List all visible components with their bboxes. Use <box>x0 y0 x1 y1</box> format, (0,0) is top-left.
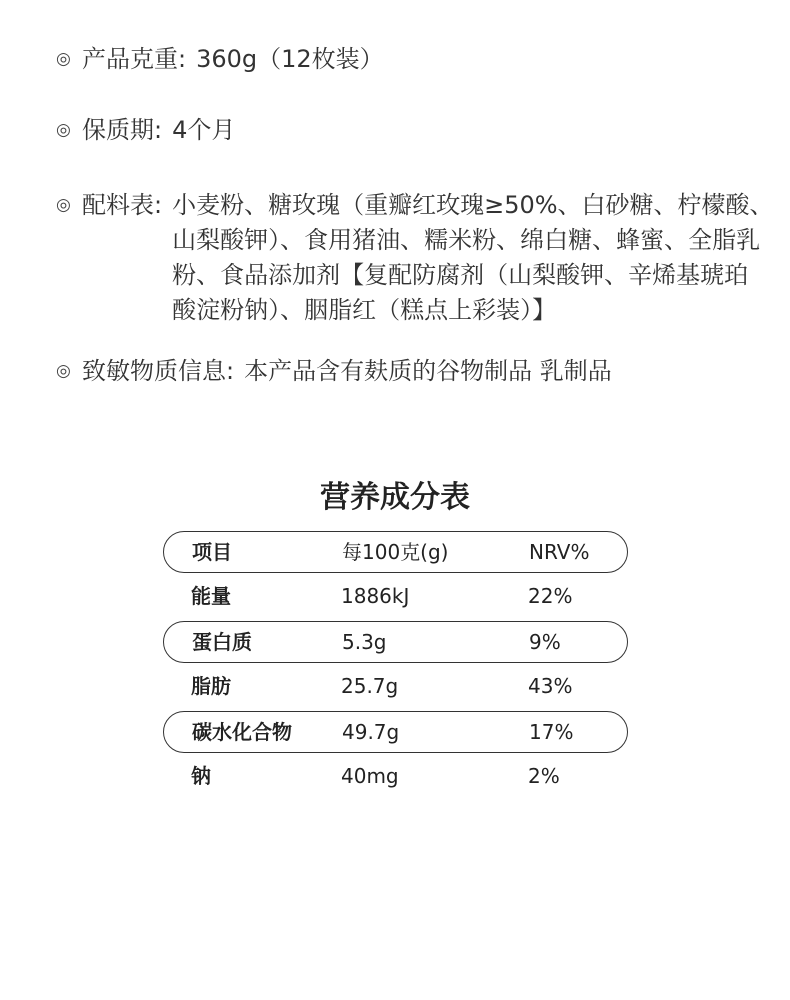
nutrient-nrv: 22% <box>528 584 573 608</box>
shelf-life-value: 4个月 <box>172 116 236 144</box>
nutrition-row-carbohydrate <box>163 711 628 753</box>
bullet-icon: ◎ <box>56 120 71 140</box>
nutrient-name: 脂肪 <box>191 674 231 698</box>
bullet-icon: ◎ <box>56 49 71 69</box>
weight-value: 360g（12枚装） <box>196 45 384 73</box>
nutrition-row-protein <box>163 621 628 663</box>
nutrient-amount: 25.7g <box>341 674 399 698</box>
nutrient-name: 能量 <box>191 584 231 608</box>
header-item: 项目 <box>192 540 232 564</box>
shelf-life-label: 保质期: <box>82 116 163 144</box>
nutrient-amount: 5.3g <box>342 630 387 654</box>
shelf-life-row <box>56 113 756 148</box>
allergen-value: 本产品含有麸质的谷物制品 乳制品 <box>244 357 612 385</box>
nutrition-row-fat <box>163 666 628 708</box>
weight-label: 产品克重: <box>82 45 187 73</box>
nutrition-table-title: 营养成分表 <box>320 480 470 515</box>
header-nrv: NRV% <box>529 540 590 564</box>
nutrition-row-energy <box>163 576 628 618</box>
nutrient-name: 钠 <box>191 764 211 788</box>
ingredients-line: 酸淀粉钠）、胭脂红（糕点上彩装）】 <box>172 296 557 324</box>
nutrition-table <box>163 531 628 801</box>
ingredients-line: 山梨酸钾）、食用猪油、糯米粉、绵白糖、蜂蜜、全脂乳 <box>172 226 761 254</box>
nutrient-name: 蛋白质 <box>192 630 252 654</box>
nutrition-row-sodium <box>163 756 628 798</box>
header-per-100g: 每100克(g) <box>342 540 449 564</box>
nutrient-amount: 40mg <box>341 764 399 788</box>
ingredients-row <box>56 188 774 328</box>
nutrient-name: 碳水化合物 <box>192 720 292 744</box>
nutrient-nrv: 2% <box>528 764 560 788</box>
ingredients-text <box>172 188 773 328</box>
ingredients-line: 小麦粉、糖玫瑰（重瓣红玫瑰≥50%、白砂糖、柠檬酸、 <box>172 191 774 219</box>
allergen-row <box>56 354 756 389</box>
nutrient-nrv: 17% <box>529 720 574 744</box>
nutrient-nrv: 9% <box>529 630 561 654</box>
nutrient-nrv: 43% <box>528 674 573 698</box>
bullet-icon: ◎ <box>56 195 71 215</box>
bullet-icon: ◎ <box>56 361 71 381</box>
ingredients-line: 粉、食品添加剂【复配防腐剂（山梨酸钾、辛烯基琥珀 <box>172 261 749 289</box>
nutrient-amount: 49.7g <box>342 720 400 744</box>
nutrition-header-row <box>163 531 628 573</box>
allergen-label: 致敏物质信息: <box>82 357 235 385</box>
ingredients-label: 配料表: <box>82 191 163 219</box>
product-weight-row <box>56 42 756 77</box>
nutrient-amount: 1886kJ <box>341 584 410 608</box>
